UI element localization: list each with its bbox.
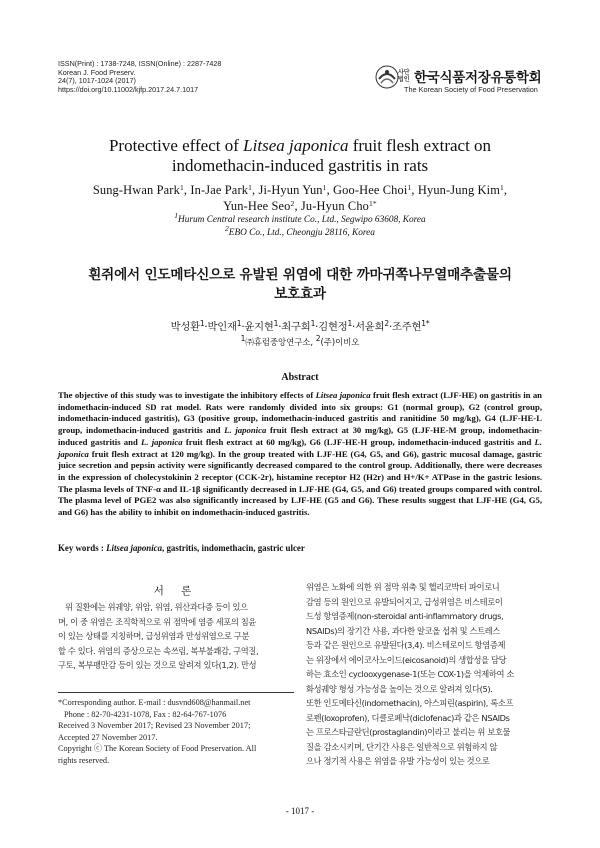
korean-affiliation-text: (주)이비오	[320, 337, 360, 347]
page-number: - 1017 -	[285, 806, 315, 816]
korean-title-line1: 흰쥐에서 인도메타신으로 유발된 위염에 대한 까마귀쪽나무열매추출물의	[88, 267, 512, 283]
abstract-species: L. japonica	[224, 425, 267, 436]
author-name: Yun-Hee Seo	[223, 199, 291, 213]
footnote	[58, 697, 294, 767]
text-line: 하는 효소인 cyclooxygenase-1(또는 COX-1)을 억제하여 소	[306, 669, 515, 679]
korean-author-name: ·서윤희	[352, 321, 385, 333]
author-name: Sung-Hwan Park	[92, 183, 180, 197]
abstract-species: L. japonica	[141, 436, 183, 447]
text-line: 는 위장에서 에이코사노이드(eicosanoid)의 생합성을 담당	[306, 654, 507, 665]
society-name-en: The Korean Society of Food Preservation	[404, 85, 538, 94]
affiliation-sup: 1	[174, 211, 179, 220]
corresponding-author: *Corresponding author. E-mail : dusvnd608@hanmail.net	[58, 698, 251, 707]
keywords-rest: , gastritis, indomethacin, gastric ulcer	[162, 543, 305, 553]
copyright-line1: Copyright ⓒ The Korean Society of Food Preservation. All	[58, 744, 257, 754]
journal-info	[58, 60, 221, 94]
korean-author-sup: 1	[236, 319, 242, 328]
author-name: , Ji-Hyun Yun	[251, 183, 323, 197]
korean-author-name: ·박인재	[204, 321, 237, 333]
society-tag: 사단 법인	[398, 70, 410, 83]
affiliation-text: EBO Co., Ltd., Cheongju 28116, Korea	[228, 228, 375, 238]
korean-author-name: ·최구희	[278, 321, 311, 333]
author-sup: 1	[322, 183, 327, 192]
contact-phone: Phone : 82-70-4231-1078, Fax : 82-64-767-1076	[64, 709, 227, 719]
abstract-text: fruit flesh extract (LJF-HE) on gastritis in an indomethacin-induced SD rat model. Rats were randomly divided into six groups: G1 (normal group), G2 (control group, indomethacin-induced gastritis), G3 (positive group, indomethacin-induced gastritis and ranitidine 50 mg/kg), G4 (LJF-HE-L group, indomethacin-induced gastritis and	[58, 390, 543, 436]
journal-doi[interactable]: https://doi.org/10.11002/kjfp.2017.24.7.1017	[58, 84, 199, 94]
text-line: 화성궤양 형성 가능성을 높이는 것으로 알려져 있다(5).	[306, 683, 493, 694]
affiliation-1	[40, 211, 560, 227]
author-line1	[40, 182, 560, 198]
paper-title-line1	[40, 136, 560, 156]
paper-title-line2: indomethacin-induced gastritis in rats	[171, 156, 429, 175]
text-line: 등과 같은 원인으로 유발된다(3,4). 비스테로이드 항염증제	[306, 640, 506, 650]
author-sup: 2	[290, 199, 295, 208]
korean-author-sup: 1	[310, 319, 316, 328]
abstract-text: The objective of this study was to investigate the inhibitory effects of	[58, 390, 316, 400]
affiliation-text: Hurum Central research institute Co., Ltd., Segwipo 63608, Korea	[178, 215, 426, 225]
paper-title	[40, 136, 560, 176]
footnote-divider	[58, 692, 294, 693]
author-sup: 1*	[369, 199, 377, 208]
text-line: 또한 인도메타신(indomethacin), 아스피린(aspirin), 록소프	[306, 698, 514, 708]
author-list	[40, 182, 560, 214]
journal-name: Korean J. Food Preserv.	[58, 67, 136, 77]
text-line: 구토, 복부팽만감 등이 있는 것으로 알려져 있다(1,2). 만성	[58, 660, 257, 670]
text-line: 며, 이 중 위염은 조직학적으로 위 점막에 염증 세포의 침윤	[58, 616, 256, 627]
korean-author-sup: 2	[384, 319, 389, 328]
abstract-text: fruit flesh extract at 30 mg/kg), G5 (LJF-HE-M group, indomethacin-induced gastritis and	[58, 425, 542, 447]
korean-author-name: 박성환	[170, 321, 200, 333]
author-sup: 1	[179, 183, 184, 192]
society-logo	[374, 64, 554, 98]
korean-author-sup: 1	[347, 319, 353, 328]
author-sup: 1	[407, 183, 412, 192]
society-emblem-icon	[374, 64, 400, 90]
keywords	[58, 543, 542, 553]
abstract-body	[58, 390, 542, 519]
author-sup: 1	[248, 183, 252, 192]
keyword-species: Litsea japonica	[106, 543, 163, 553]
text-line: NSAIDs)의 장기간 사용, 과다한 알코올 섭취 및 스트레스	[306, 625, 501, 636]
right-column-text	[306, 580, 542, 769]
korean-author-sup: 1*	[421, 319, 430, 328]
section-heading-introduction: 서 론	[153, 585, 199, 597]
text-line: 위염은 노화에 의한 위 점막 위축 및 헬리코박터 파이로니	[306, 582, 500, 592]
korean-affiliation-text: ㈜휴럼중앙연구소,	[245, 337, 316, 347]
korean-affiliation-sup: 2	[315, 334, 321, 343]
keywords-label: Key words :	[58, 543, 107, 553]
korean-title-line2: 보호효과	[274, 286, 326, 302]
korean-title	[40, 266, 560, 304]
author-line2	[40, 198, 560, 214]
korean-author-sup: 1	[199, 319, 205, 328]
author-name: , Ju-Hyun Cho	[294, 199, 370, 213]
abstract-text: fruit flesh extract at 120 mg/kg). In the group treated with LJF-HE (G4, G5, and G6), gastric mucosal damage, gastric juice secretion and pepsin activity were significantly decreased compared to the control group. Additionally, there were decreases in the expression of cholecystokinin 2 receptor (CCK-2r), histamine receptor H2 (H2r) and H+/K+ ATPase in the gastric lesions. The plasma levels of TNF-α and IL-1β significantly decreased in LJF-HE (G4, G5, and G6) treated groups compared with control. The plasma level of PGE2 was also significantly increased by LJF-HE (G5 and G6). These results suggest that LJF-HE (G4, G5, and G6) has the ability to inhibit on indomethacin-induced gastritis.	[58, 448, 542, 518]
title-pre: Protective effect of	[108, 136, 244, 155]
korean-affiliations	[40, 336, 560, 348]
title-post: fruit flesh extract on	[348, 136, 492, 155]
author-name: , Goo-Hee Choi	[326, 183, 408, 197]
affiliation-2	[40, 224, 560, 240]
text-line: 로펜(loxoprofen), 디클로페낙(diclofenac)과 같은 NSAIDs	[306, 712, 510, 723]
journal-issn: ISSN(Print) : 1738-7248, ISSN(Online) : 2287-7428	[58, 59, 222, 68]
korean-author-name: ·조주현	[388, 321, 422, 333]
abstract-heading: Abstract	[281, 372, 319, 383]
affiliation-sup: 2	[225, 224, 229, 233]
title-species: Litsea japonica	[243, 136, 349, 155]
korean-author-list	[40, 320, 560, 334]
text-line: 위 질환에는 위궤양, 위암, 위염, 위산과다증 등이 있으	[65, 602, 248, 612]
journal-volume: 24(7), 1017-1024 (2017)	[58, 76, 136, 86]
text-line: 드성 항염증제(non-steroidal anti-inflammatory drugs,	[306, 611, 504, 621]
text-line: 는 프로스타글란딘(prostaglandin)이라고 불리는 위 보호물	[306, 727, 511, 737]
abstract-species: L. japonica	[58, 436, 543, 459]
text-line: 질을 감소시키며, 단기간 사용은 일반적으로 위험하지 않	[306, 741, 498, 752]
text-line: 으나 정기적 사용은 위염을 유발 가능성이 있는 것으로	[306, 756, 490, 766]
korean-author-name: ·윤지현	[241, 321, 274, 333]
accepted-date: Accepted 27 November 2017.	[58, 732, 158, 742]
society-name-ko: 한국식품저장유통학회	[414, 70, 542, 86]
author-sup: 1	[500, 183, 504, 192]
left-column-text	[58, 600, 294, 673]
author-sep: ,	[503, 183, 508, 197]
abstract-text: fruit flesh extract at 60 mg/kg), G6 (LJF-HE-H group, indomethacin-induced gastritis and	[182, 436, 535, 447]
korean-affiliation-sup: 1	[240, 334, 246, 343]
text-line: 할 수 있다. 위염의 증상으로는 속쓰림, 복부불쾌감, 구역질,	[58, 645, 259, 656]
korean-author-name: ·김현정	[315, 321, 348, 333]
author-name: , In-Jae Park	[183, 183, 249, 197]
author-name: , Hyun-Jung Kim	[411, 183, 501, 197]
text-line: 감염 등의 원인으로 유발되어지고, 급성위염은 비스테로이	[306, 596, 503, 607]
korean-author-sup: 1	[273, 319, 279, 328]
affiliations	[40, 211, 560, 240]
copyright-line2: rights reserved.	[58, 755, 110, 765]
abstract-species: Litsea japonica	[315, 390, 371, 400]
received-dates: Received 3 November 2017; Revised 23 November 2017;	[58, 721, 251, 731]
text-line: 이 있는 상태를 지칭하며, 급성위염과 만성위염으로 구분	[58, 631, 250, 641]
